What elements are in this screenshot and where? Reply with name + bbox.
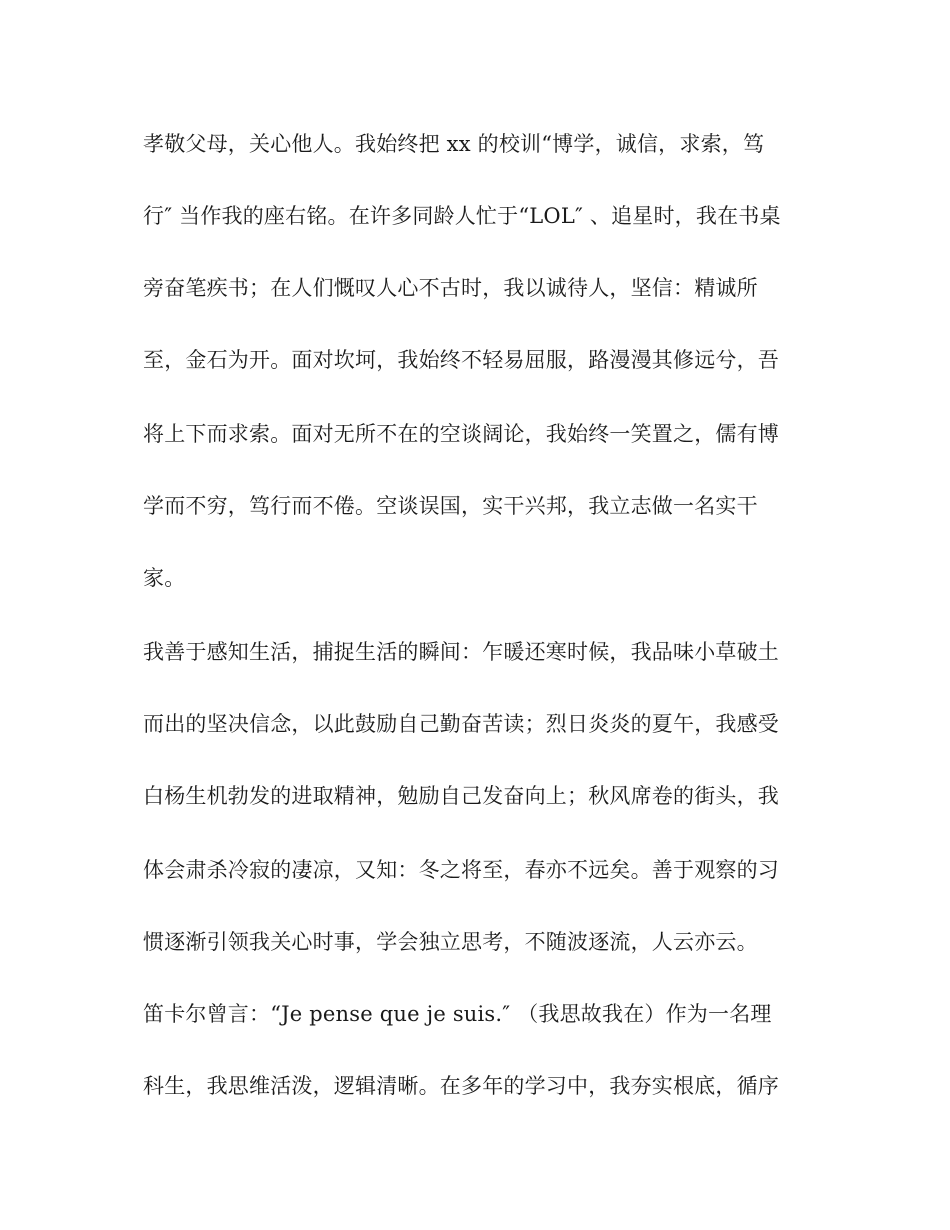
text-line: 家。 <box>143 566 186 590</box>
text-line: 白杨生机勃发的进取精神，勉励自己发奋向上；秋风席卷的街头，我 <box>143 784 779 808</box>
text-line: 学而不穷，笃行而不倦。空谈误国，实干兴邦，我立志做一名实干 <box>143 494 758 518</box>
paragraph-start-line: 笛卡尔曾言：“Je pense que je suis.″ （我思故我在）作为一名理 <box>143 1002 772 1026</box>
text-line: 孝敬父母，关心他人。我始终把 xx 的校训“博学，诚信，求索，笃 <box>143 132 765 156</box>
text-line: 惯逐渐引领我关心时事，学会独立思考，不随波逐流，人云亦云。 <box>143 930 758 954</box>
text-line: 而出的坚决信念，以此鼓励自己勤奋苦读；烈日炎炎的夏午，我感受 <box>143 712 779 736</box>
paragraph-start-line: 我善于感知生活，捕捉生活的瞬间：乍暖还寒时候，我品味小草破土 <box>143 640 779 664</box>
text-line: 体会肃杀冷寂的凄凉，又知：冬之将至，春亦不远矣。善于观察的习 <box>143 858 779 882</box>
text-line: 旁奋笔疾书；在人们慨叹人心不古时，我以诚待人，坚信：精诚所 <box>143 276 758 300</box>
text-line: 科生，我思维活泼，逻辑清晰。在多年的学习中，我夯实根底，循序 <box>143 1074 779 1098</box>
text-line: 将上下而求索。面对无所不在的空谈阔论，我始终一笑置之，儒有博 <box>143 422 779 446</box>
text-line: 行″ 当作我的座右铭。在许多同龄人忙于“LOL″ 、追星时，我在书桌 <box>143 204 781 228</box>
text-line: 至，金石为开。面对坎坷，我始终不轻易屈服，路漫漫其修远兮，吾 <box>143 348 779 372</box>
